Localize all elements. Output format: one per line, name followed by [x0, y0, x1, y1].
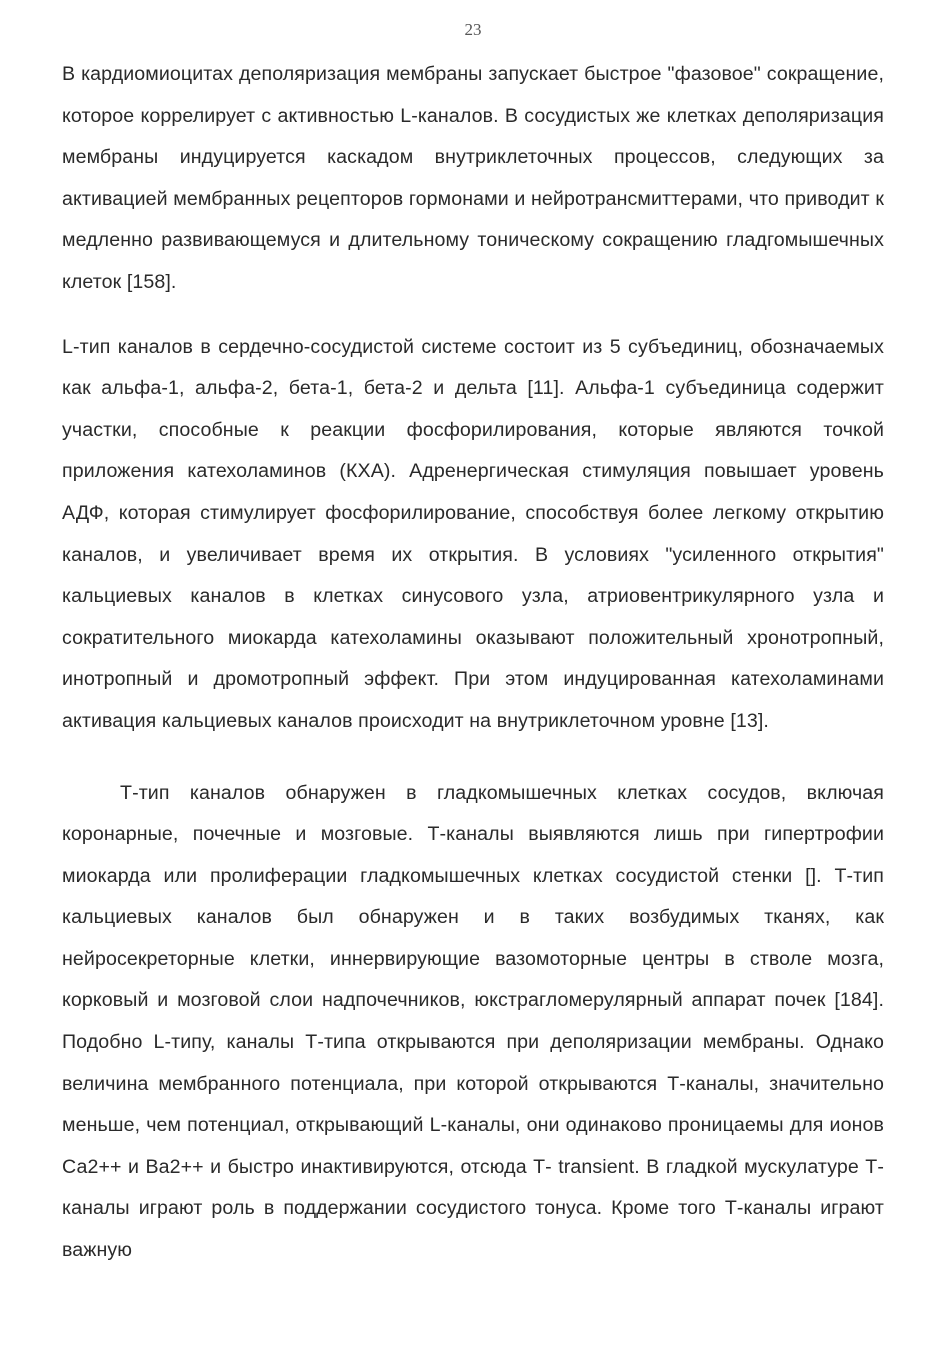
paragraph-cardiomyocytes: В кардиомиоцитах деполяризация мембраны запускает быстрое "фазовое" сокращение, которое коррелирует с активностью L-каналов. В сосудистых же клетках деполяризация мембраны индуцируется каскадом внутриклеточных процессов, следующих за активацией мембранных рецепторов гормонами и нейротрансмиттерами, что приводит к медленно развивающемуся и длительному тоническому сокращению гладгомышечных клеток [158].	[62, 63, 884, 293]
paragraph-t-type-channels: Т-тип каналов обнаружен в гладкомышечных клетках сосудов, включая коронарные, почечные и мозговые. Т-каналы выявляются лишь при гипертрофии миокарда или пролиферации гладкомышечных клетках сосудистой стенки []. Т-тип кальциевых каналов был обнаружен и в таких возбудимых тканях, как нейросекреторные клетки, иннервирующие вазомоторные центры в стволе мозга, корковый и мозговой слои надпочечников, юкстрагломерулярный аппарат почек [184]. Подобно L-типу, каналы Т-типа открываются при деполяризации мембраны. Однако величина мембранного потенциала, при которой открываются Т-каналы, значительно меньше, чем потенциал, открывающий L-каналы, они одинаково проницаемы для ионов Са2++ и Ва2++ и быстро инактивируются, отсюда Т- transient. В гладкой мускулатуре Т-каналы играют роль в поддержании сосудистого тонуса. Кроме того Т-каналы играют важную	[62, 781, 884, 1262]
document-body	[62, 54, 884, 1272]
page-number: 23	[464, 20, 482, 39]
paragraph-l-type-channels: L-тип каналов в сердечно-сосудистой системе состоит из 5 субъединиц, обозначаемых как альфа-1, альфа-2, бета-1, бета-2 и дельта [11]. Альфа-1 субъединица содержит участки, способные к реакции фосфорилирования, которые являются точкой приложения катехоламинов (КХА). Адренергическая стимуляция повышает уровень АДФ, которая стимулирует фосфорилирование, способствуя более легкому открытию каналов, и увеличивает время их открытия. В условиях "усиленного открытия" кальциевых каналов в клетках синусового узла, атриовентрикулярного узла и сократительного миокарда катехоламины оказывают положительный хронотропный, инотропный и дромотропный эффект. При этом индуцированная катехоламинами активация кальциевых каналов происходит на внутриклеточном уровне [13].	[62, 335, 884, 732]
